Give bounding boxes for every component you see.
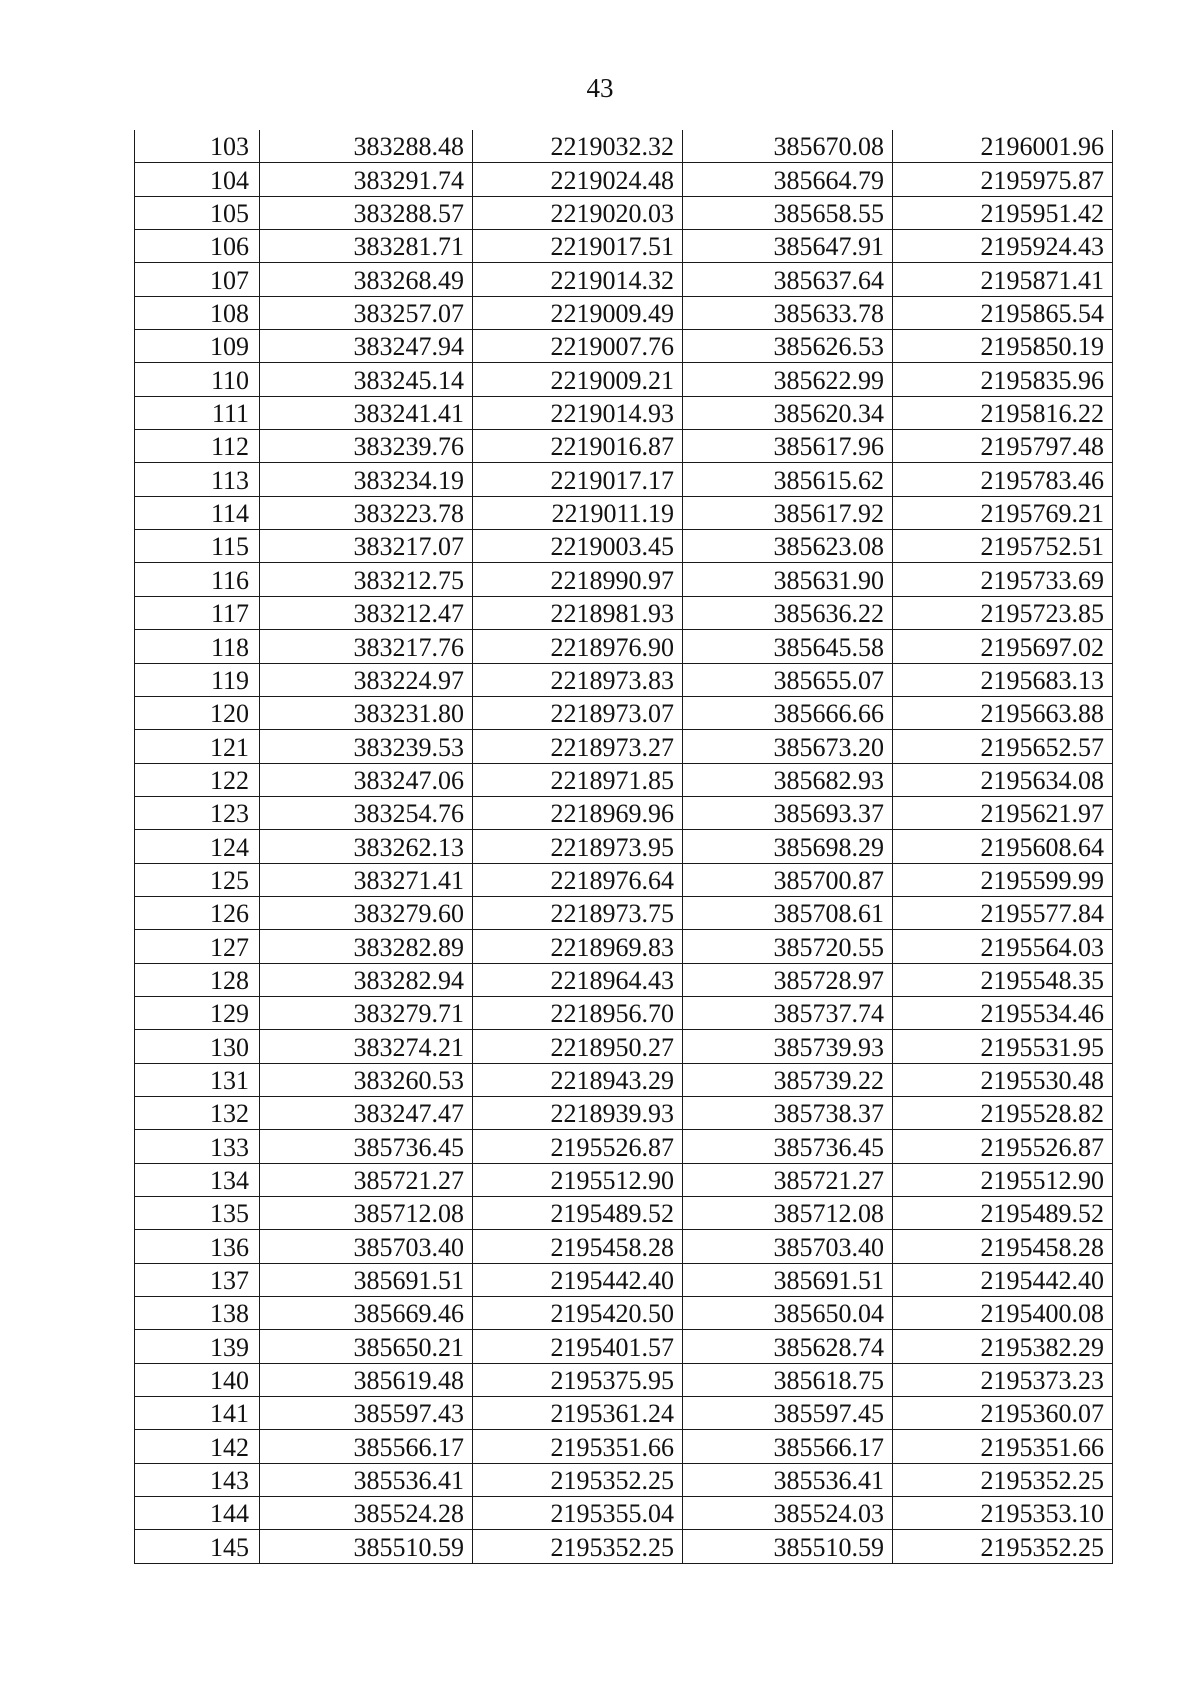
table-row <box>135 1030 1113 1063</box>
x-coordinate-cell: 385691.51 <box>260 1263 473 1296</box>
x-coordinate-cell: 383271.41 <box>260 863 473 896</box>
point-number-cell: 129 <box>135 996 260 1029</box>
point-number-cell: 117 <box>135 596 260 629</box>
point-number-cell: 142 <box>135 1430 260 1463</box>
x-coordinate-alt-cell: 385664.79 <box>683 163 893 196</box>
x-coordinate-alt-cell: 385670.08 <box>683 130 893 163</box>
x-coordinate-cell: 383223.78 <box>260 496 473 529</box>
point-number-cell: 106 <box>135 230 260 263</box>
x-coordinate-alt-cell: 385566.17 <box>683 1430 893 1463</box>
y-coordinate-alt-cell: 2195373.23 <box>893 1363 1113 1396</box>
x-coordinate-cell: 383268.49 <box>260 263 473 296</box>
point-number-cell: 115 <box>135 530 260 563</box>
x-coordinate-alt-cell: 385615.62 <box>683 463 893 496</box>
y-coordinate-alt-cell: 2195951.42 <box>893 196 1113 229</box>
x-coordinate-cell: 383247.47 <box>260 1096 473 1129</box>
y-coordinate-cell: 2218971.85 <box>473 763 683 796</box>
y-coordinate-cell: 2195352.25 <box>473 1530 683 1563</box>
x-coordinate-cell: 383245.14 <box>260 363 473 396</box>
point-number-cell: 135 <box>135 1197 260 1230</box>
point-number-cell: 137 <box>135 1263 260 1296</box>
x-coordinate-cell: 385510.59 <box>260 1530 473 1563</box>
y-coordinate-cell: 2219020.03 <box>473 196 683 229</box>
point-number-cell: 112 <box>135 430 260 463</box>
point-number-cell: 145 <box>135 1530 260 1563</box>
x-coordinate-cell: 385536.41 <box>260 1463 473 1496</box>
y-coordinate-alt-cell: 2195400.08 <box>893 1297 1113 1330</box>
x-coordinate-cell: 383239.53 <box>260 730 473 763</box>
y-coordinate-cell: 2195458.28 <box>473 1230 683 1263</box>
x-coordinate-alt-cell: 385708.61 <box>683 896 893 929</box>
x-coordinate-alt-cell: 385633.78 <box>683 296 893 329</box>
y-coordinate-alt-cell: 2195683.13 <box>893 663 1113 696</box>
table-row <box>135 130 1113 163</box>
x-coordinate-alt-cell: 385712.08 <box>683 1197 893 1230</box>
point-number-cell: 139 <box>135 1330 260 1363</box>
x-coordinate-cell: 385619.48 <box>260 1363 473 1396</box>
point-number-cell: 113 <box>135 463 260 496</box>
y-coordinate-cell: 2195352.25 <box>473 1463 683 1496</box>
x-coordinate-alt-cell: 385636.22 <box>683 596 893 629</box>
y-coordinate-alt-cell: 2195850.19 <box>893 330 1113 363</box>
table-row <box>135 430 1113 463</box>
table-row <box>135 830 1113 863</box>
table-row <box>135 1297 1113 1330</box>
y-coordinate-cell: 2218990.97 <box>473 563 683 596</box>
y-coordinate-alt-cell: 2195534.46 <box>893 996 1113 1029</box>
x-coordinate-cell: 383281.71 <box>260 230 473 263</box>
x-coordinate-cell: 383282.89 <box>260 930 473 963</box>
y-coordinate-cell: 2218973.83 <box>473 663 683 696</box>
table-row <box>135 230 1113 263</box>
point-number-cell: 114 <box>135 496 260 529</box>
point-number-cell: 110 <box>135 363 260 396</box>
table-row <box>135 196 1113 229</box>
table-row <box>135 863 1113 896</box>
x-coordinate-cell: 383291.74 <box>260 163 473 196</box>
point-number-cell: 125 <box>135 863 260 896</box>
y-coordinate-alt-cell: 2195382.29 <box>893 1330 1113 1363</box>
table-row <box>135 963 1113 996</box>
table-row <box>135 1130 1113 1163</box>
y-coordinate-cell: 2195420.50 <box>473 1297 683 1330</box>
x-coordinate-cell: 383279.60 <box>260 896 473 929</box>
x-coordinate-alt-cell: 385738.37 <box>683 1096 893 1129</box>
table-row <box>135 1363 1113 1396</box>
point-number-cell: 119 <box>135 663 260 696</box>
point-number-cell: 123 <box>135 796 260 829</box>
y-coordinate-cell: 2218950.27 <box>473 1030 683 1063</box>
x-coordinate-cell: 383239.76 <box>260 430 473 463</box>
table-row <box>135 696 1113 729</box>
point-number-cell: 132 <box>135 1096 260 1129</box>
x-coordinate-alt-cell: 385645.58 <box>683 630 893 663</box>
x-coordinate-cell: 385669.46 <box>260 1297 473 1330</box>
x-coordinate-cell: 383247.94 <box>260 330 473 363</box>
point-number-cell: 126 <box>135 896 260 929</box>
x-coordinate-alt-cell: 385721.27 <box>683 1163 893 1196</box>
y-coordinate-alt-cell: 2195697.02 <box>893 630 1113 663</box>
y-coordinate-cell: 2219032.32 <box>473 130 683 163</box>
x-coordinate-cell: 383288.48 <box>260 130 473 163</box>
table-row <box>135 1397 1113 1430</box>
y-coordinate-cell: 2218976.64 <box>473 863 683 896</box>
x-coordinate-cell: 383262.13 <box>260 830 473 863</box>
y-coordinate-cell: 2219009.21 <box>473 363 683 396</box>
table-row <box>135 1330 1113 1363</box>
x-coordinate-alt-cell: 385536.41 <box>683 1463 893 1496</box>
coordinate-table <box>134 130 1113 1564</box>
x-coordinate-cell: 383288.57 <box>260 196 473 229</box>
point-number-cell: 103 <box>135 130 260 163</box>
x-coordinate-cell: 385566.17 <box>260 1430 473 1463</box>
x-coordinate-cell: 385524.28 <box>260 1497 473 1530</box>
x-coordinate-alt-cell: 385655.07 <box>683 663 893 696</box>
y-coordinate-cell: 2218956.70 <box>473 996 683 1029</box>
x-coordinate-alt-cell: 385720.55 <box>683 930 893 963</box>
x-coordinate-alt-cell: 385703.40 <box>683 1230 893 1263</box>
table-row <box>135 730 1113 763</box>
y-coordinate-cell: 2219003.45 <box>473 530 683 563</box>
point-number-cell: 136 <box>135 1230 260 1263</box>
x-coordinate-alt-cell: 385650.04 <box>683 1297 893 1330</box>
x-coordinate-alt-cell: 385597.45 <box>683 1397 893 1430</box>
y-coordinate-alt-cell: 2196001.96 <box>893 130 1113 163</box>
y-coordinate-alt-cell: 2195360.07 <box>893 1397 1113 1430</box>
table-row <box>135 396 1113 429</box>
y-coordinate-alt-cell: 2195733.69 <box>893 563 1113 596</box>
y-coordinate-alt-cell: 2195352.25 <box>893 1530 1113 1563</box>
y-coordinate-cell: 2195526.87 <box>473 1130 683 1163</box>
x-coordinate-alt-cell: 385673.20 <box>683 730 893 763</box>
table-row <box>135 1430 1113 1463</box>
y-coordinate-cell: 2195355.04 <box>473 1497 683 1530</box>
y-coordinate-alt-cell: 2195769.21 <box>893 496 1113 529</box>
y-coordinate-cell: 2195442.40 <box>473 1263 683 1296</box>
y-coordinate-cell: 2218969.83 <box>473 930 683 963</box>
x-coordinate-cell: 383224.97 <box>260 663 473 696</box>
x-coordinate-cell: 383257.07 <box>260 296 473 329</box>
table-row <box>135 596 1113 629</box>
table-row <box>135 1263 1113 1296</box>
x-coordinate-alt-cell: 385739.22 <box>683 1063 893 1096</box>
y-coordinate-alt-cell: 2195351.66 <box>893 1430 1113 1463</box>
y-coordinate-cell: 2195401.57 <box>473 1330 683 1363</box>
table-row <box>135 1497 1113 1530</box>
y-coordinate-cell: 2218943.29 <box>473 1063 683 1096</box>
y-coordinate-alt-cell: 2195353.10 <box>893 1497 1113 1530</box>
table-row <box>135 1063 1113 1096</box>
y-coordinate-cell: 2195351.66 <box>473 1430 683 1463</box>
x-coordinate-alt-cell: 385728.97 <box>683 963 893 996</box>
y-coordinate-alt-cell: 2195608.64 <box>893 830 1113 863</box>
x-coordinate-alt-cell: 385626.53 <box>683 330 893 363</box>
y-coordinate-cell: 2218939.93 <box>473 1096 683 1129</box>
y-coordinate-cell: 2218973.07 <box>473 696 683 729</box>
x-coordinate-alt-cell: 385739.93 <box>683 1030 893 1063</box>
point-number-cell: 127 <box>135 930 260 963</box>
x-coordinate-alt-cell: 385631.90 <box>683 563 893 596</box>
table-row <box>135 363 1113 396</box>
y-coordinate-cell: 2219024.48 <box>473 163 683 196</box>
y-coordinate-alt-cell: 2195621.97 <box>893 796 1113 829</box>
y-coordinate-alt-cell: 2195652.57 <box>893 730 1113 763</box>
x-coordinate-alt-cell: 385647.91 <box>683 230 893 263</box>
y-coordinate-alt-cell: 2195352.25 <box>893 1463 1113 1496</box>
y-coordinate-cell: 2219014.32 <box>473 263 683 296</box>
y-coordinate-cell: 2219016.87 <box>473 430 683 463</box>
point-number-cell: 128 <box>135 963 260 996</box>
table-row <box>135 796 1113 829</box>
x-coordinate-alt-cell: 385618.75 <box>683 1363 893 1396</box>
table-row <box>135 530 1113 563</box>
x-coordinate-alt-cell: 385620.34 <box>683 396 893 429</box>
point-number-cell: 105 <box>135 196 260 229</box>
x-coordinate-cell: 385721.27 <box>260 1163 473 1196</box>
y-coordinate-cell: 2219017.17 <box>473 463 683 496</box>
x-coordinate-cell: 385650.21 <box>260 1330 473 1363</box>
x-coordinate-cell: 385712.08 <box>260 1197 473 1230</box>
point-number-cell: 107 <box>135 263 260 296</box>
x-coordinate-cell: 383282.94 <box>260 963 473 996</box>
table-row <box>135 1096 1113 1129</box>
y-coordinate-alt-cell: 2195442.40 <box>893 1263 1113 1296</box>
y-coordinate-alt-cell: 2195835.96 <box>893 363 1113 396</box>
x-coordinate-cell: 385736.45 <box>260 1130 473 1163</box>
x-coordinate-cell: 383260.53 <box>260 1063 473 1096</box>
point-number-cell: 124 <box>135 830 260 863</box>
y-coordinate-cell: 2218973.95 <box>473 830 683 863</box>
point-number-cell: 131 <box>135 1063 260 1096</box>
y-coordinate-cell: 2219011.19 <box>473 496 683 529</box>
x-coordinate-alt-cell: 385628.74 <box>683 1330 893 1363</box>
point-number-cell: 122 <box>135 763 260 796</box>
table-row <box>135 663 1113 696</box>
x-coordinate-alt-cell: 385700.87 <box>683 863 893 896</box>
x-coordinate-cell: 383247.06 <box>260 763 473 796</box>
y-coordinate-cell: 2195361.24 <box>473 1397 683 1430</box>
y-coordinate-cell: 2218973.27 <box>473 730 683 763</box>
page-number: 43 <box>586 73 614 103</box>
y-coordinate-alt-cell: 2195489.52 <box>893 1197 1113 1230</box>
table-row <box>135 996 1113 1029</box>
x-coordinate-alt-cell: 385693.37 <box>683 796 893 829</box>
y-coordinate-alt-cell: 2195577.84 <box>893 896 1113 929</box>
y-coordinate-alt-cell: 2195752.51 <box>893 530 1113 563</box>
y-coordinate-alt-cell: 2195526.87 <box>893 1130 1113 1163</box>
point-number-cell: 134 <box>135 1163 260 1196</box>
point-number-cell: 133 <box>135 1130 260 1163</box>
x-coordinate-alt-cell: 385658.55 <box>683 196 893 229</box>
x-coordinate-alt-cell: 385736.45 <box>683 1130 893 1163</box>
y-coordinate-cell: 2195375.95 <box>473 1363 683 1396</box>
x-coordinate-alt-cell: 385637.64 <box>683 263 893 296</box>
y-coordinate-alt-cell: 2195783.46 <box>893 463 1113 496</box>
x-coordinate-cell: 383231.80 <box>260 696 473 729</box>
x-coordinate-cell: 383254.76 <box>260 796 473 829</box>
point-number-cell: 109 <box>135 330 260 363</box>
y-coordinate-cell: 2218969.96 <box>473 796 683 829</box>
y-coordinate-alt-cell: 2195528.82 <box>893 1096 1113 1129</box>
x-coordinate-cell: 383279.71 <box>260 996 473 1029</box>
point-number-cell: 120 <box>135 696 260 729</box>
y-coordinate-cell: 2195489.52 <box>473 1197 683 1230</box>
y-coordinate-cell: 2218973.75 <box>473 896 683 929</box>
y-coordinate-alt-cell: 2195723.85 <box>893 596 1113 629</box>
x-coordinate-cell: 383274.21 <box>260 1030 473 1063</box>
table-row <box>135 496 1113 529</box>
y-coordinate-alt-cell: 2195599.99 <box>893 863 1113 896</box>
y-coordinate-alt-cell: 2195531.95 <box>893 1030 1113 1063</box>
point-number-cell: 140 <box>135 1363 260 1396</box>
y-coordinate-alt-cell: 2195797.48 <box>893 430 1113 463</box>
table-row <box>135 930 1113 963</box>
y-coordinate-alt-cell: 2195975.87 <box>893 163 1113 196</box>
table-row <box>135 630 1113 663</box>
x-coordinate-cell: 383217.76 <box>260 630 473 663</box>
x-coordinate-alt-cell: 385682.93 <box>683 763 893 796</box>
table-row <box>135 1530 1113 1563</box>
point-number-cell: 104 <box>135 163 260 196</box>
x-coordinate-alt-cell: 385524.03 <box>683 1497 893 1530</box>
point-number-cell: 130 <box>135 1030 260 1063</box>
x-coordinate-cell: 383241.41 <box>260 396 473 429</box>
table-row <box>135 330 1113 363</box>
y-coordinate-cell: 2195512.90 <box>473 1163 683 1196</box>
point-number-cell: 111 <box>135 396 260 429</box>
x-coordinate-alt-cell: 385666.66 <box>683 696 893 729</box>
y-coordinate-alt-cell: 2195871.41 <box>893 263 1113 296</box>
x-coordinate-alt-cell: 385617.96 <box>683 430 893 463</box>
coordinate-table-body <box>135 130 1113 1563</box>
x-coordinate-alt-cell: 385623.08 <box>683 530 893 563</box>
y-coordinate-alt-cell: 2195634.08 <box>893 763 1113 796</box>
y-coordinate-alt-cell: 2195512.90 <box>893 1163 1113 1196</box>
y-coordinate-cell: 2219017.51 <box>473 230 683 263</box>
table-row <box>135 263 1113 296</box>
table-row <box>135 896 1113 929</box>
y-coordinate-cell: 2219007.76 <box>473 330 683 363</box>
x-coordinate-alt-cell: 385617.92 <box>683 496 893 529</box>
point-number-cell: 118 <box>135 630 260 663</box>
point-number-cell: 116 <box>135 563 260 596</box>
x-coordinate-alt-cell: 385698.29 <box>683 830 893 863</box>
y-coordinate-alt-cell: 2195865.54 <box>893 296 1113 329</box>
table-row <box>135 1230 1113 1263</box>
point-number-cell: 143 <box>135 1463 260 1496</box>
table-row <box>135 1463 1113 1496</box>
y-coordinate-cell: 2218964.43 <box>473 963 683 996</box>
y-coordinate-alt-cell: 2195530.48 <box>893 1063 1113 1096</box>
x-coordinate-cell: 383212.47 <box>260 596 473 629</box>
y-coordinate-cell: 2218976.90 <box>473 630 683 663</box>
y-coordinate-alt-cell: 2195816.22 <box>893 396 1113 429</box>
x-coordinate-cell: 383212.75 <box>260 563 473 596</box>
x-coordinate-alt-cell: 385691.51 <box>683 1263 893 1296</box>
point-number-cell: 108 <box>135 296 260 329</box>
table-row <box>135 296 1113 329</box>
x-coordinate-alt-cell: 385510.59 <box>683 1530 893 1563</box>
table-row <box>135 763 1113 796</box>
y-coordinate-alt-cell: 2195663.88 <box>893 696 1113 729</box>
x-coordinate-alt-cell: 385622.99 <box>683 363 893 396</box>
point-number-cell: 138 <box>135 1297 260 1330</box>
y-coordinate-alt-cell: 2195924.43 <box>893 230 1113 263</box>
point-number-cell: 141 <box>135 1397 260 1430</box>
y-coordinate-cell: 2218981.93 <box>473 596 683 629</box>
point-number-cell: 144 <box>135 1497 260 1530</box>
y-coordinate-cell: 2219014.93 <box>473 396 683 429</box>
y-coordinate-cell: 2219009.49 <box>473 296 683 329</box>
point-number-cell: 121 <box>135 730 260 763</box>
table-row <box>135 463 1113 496</box>
table-row <box>135 1197 1113 1230</box>
x-coordinate-alt-cell: 385737.74 <box>683 996 893 1029</box>
x-coordinate-cell: 385597.43 <box>260 1397 473 1430</box>
y-coordinate-alt-cell: 2195548.35 <box>893 963 1113 996</box>
y-coordinate-alt-cell: 2195564.03 <box>893 930 1113 963</box>
x-coordinate-cell: 383234.19 <box>260 463 473 496</box>
table-row <box>135 163 1113 196</box>
table-row <box>135 1163 1113 1196</box>
y-coordinate-alt-cell: 2195458.28 <box>893 1230 1113 1263</box>
table-row <box>135 563 1113 596</box>
x-coordinate-cell: 383217.07 <box>260 530 473 563</box>
x-coordinate-cell: 385703.40 <box>260 1230 473 1263</box>
